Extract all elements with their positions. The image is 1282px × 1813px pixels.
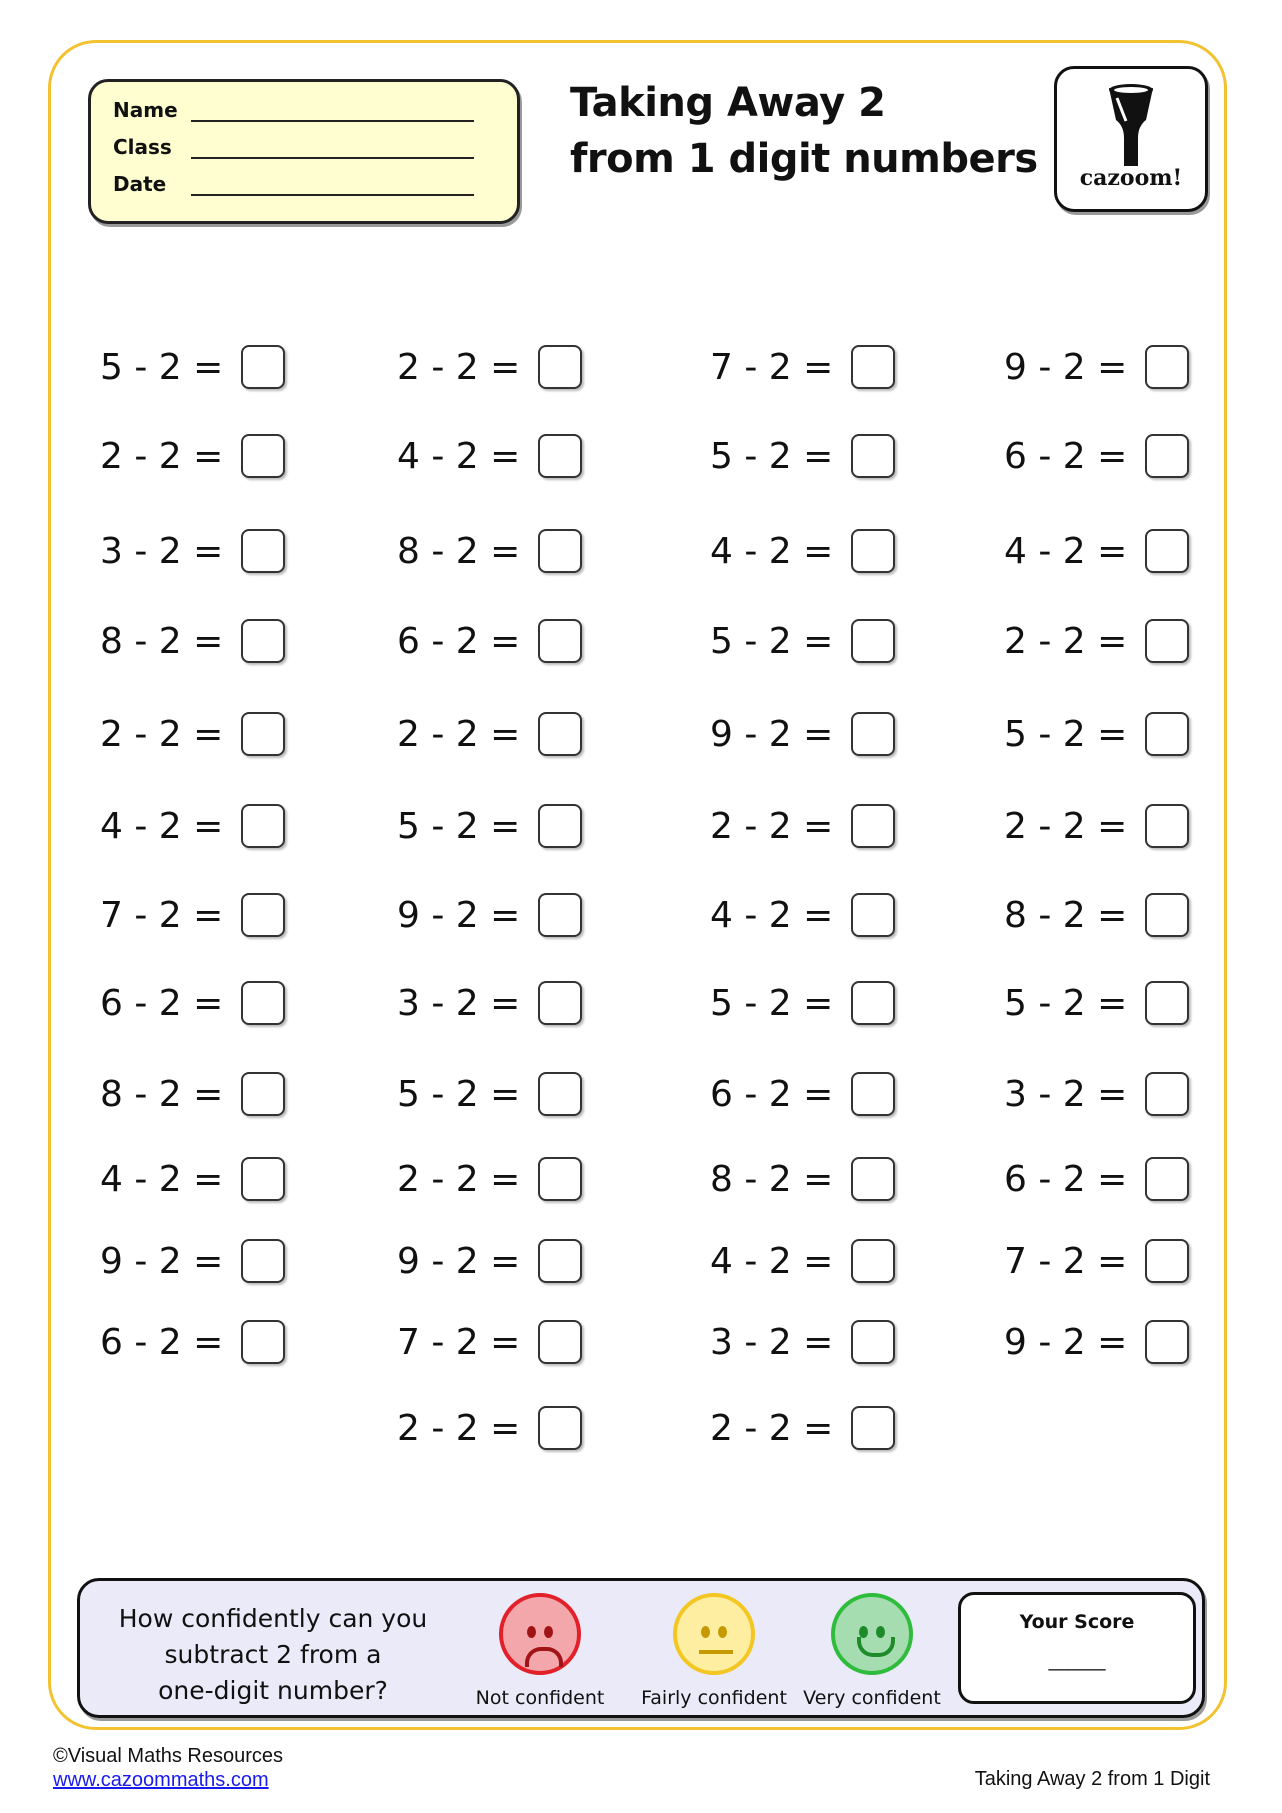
- answer-box[interactable]: [851, 1406, 895, 1450]
- answer-box[interactable]: [1145, 804, 1189, 848]
- answer-box[interactable]: [1145, 1072, 1189, 1116]
- subtraction-problem: [710, 709, 895, 759]
- problem-equation: 9 - 2 =: [1004, 346, 1128, 388]
- answer-box[interactable]: [241, 345, 285, 389]
- answer-box[interactable]: [538, 981, 582, 1025]
- answer-box[interactable]: [851, 345, 895, 389]
- problem-equation: 5 - 2 =: [1004, 713, 1128, 755]
- fairly-confident-option[interactable]: [624, 1593, 804, 1709]
- answer-box[interactable]: [1145, 434, 1189, 478]
- answer-box[interactable]: [241, 1239, 285, 1283]
- answer-box[interactable]: [1145, 1320, 1189, 1364]
- problem-equation: 8 - 2 =: [100, 620, 224, 662]
- subtraction-problem: [710, 1069, 895, 1119]
- problem-equation: 2 - 2 =: [397, 713, 521, 755]
- subtraction-problem: [710, 1317, 895, 1367]
- subtraction-problem: [710, 342, 895, 392]
- date-field[interactable]: [191, 174, 474, 196]
- answer-box[interactable]: [1145, 981, 1189, 1025]
- problem-equation: 8 - 2 =: [1004, 894, 1128, 936]
- problem-equation: 5 - 2 =: [710, 982, 834, 1024]
- answer-box[interactable]: [538, 345, 582, 389]
- subtraction-problem: [710, 616, 895, 666]
- class-field[interactable]: [191, 137, 474, 159]
- subtraction-problem: [1004, 616, 1189, 666]
- problem-equation: 5 - 2 =: [100, 346, 224, 388]
- problem-equation: 4 - 2 =: [710, 1240, 834, 1282]
- problem-equation: 4 - 2 =: [710, 530, 834, 572]
- answer-box[interactable]: [241, 804, 285, 848]
- problem-equation: 9 - 2 =: [710, 713, 834, 755]
- problem-equation: 6 - 2 =: [1004, 435, 1128, 477]
- answer-box[interactable]: [538, 1239, 582, 1283]
- subtraction-problem: [100, 616, 285, 666]
- problem-equation: 4 - 2 =: [397, 435, 521, 477]
- answer-box[interactable]: [538, 434, 582, 478]
- problem-equation: 7 - 2 =: [397, 1321, 521, 1363]
- problem-equation: 4 - 2 =: [100, 805, 224, 847]
- answer-box[interactable]: [1145, 619, 1189, 663]
- class-row: [113, 135, 474, 159]
- neutral-face-icon[interactable]: [673, 1593, 755, 1675]
- subtraction-problem: [397, 709, 582, 759]
- problem-equation: 2 - 2 =: [710, 1407, 834, 1449]
- question-line: How confidently can you: [118, 1604, 428, 1633]
- subtraction-problem: [1004, 890, 1189, 940]
- subtraction-problem: [1004, 342, 1189, 392]
- subtraction-problem: [397, 616, 582, 666]
- subtraction-problem: [100, 801, 285, 851]
- answer-box[interactable]: [241, 893, 285, 937]
- subtraction-problem: [397, 526, 582, 576]
- problem-equation: 6 - 2 =: [397, 620, 521, 662]
- problem-equation: 9 - 2 =: [1004, 1321, 1128, 1363]
- subtraction-problem: [710, 890, 895, 940]
- score-field[interactable]: ______: [1048, 1649, 1106, 1671]
- answer-box[interactable]: [851, 1157, 895, 1201]
- fairly-confident-label: Fairly confident: [641, 1687, 787, 1709]
- problem-equation: 4 - 2 =: [100, 1158, 224, 1200]
- problem-equation: 5 - 2 =: [1004, 982, 1128, 1024]
- page-border: [48, 40, 1227, 1730]
- subtraction-problem: [397, 1236, 582, 1286]
- subtraction-problem: [1004, 431, 1189, 481]
- subtraction-problem: [100, 1236, 285, 1286]
- website-link[interactable]: www.cazoommaths.com: [53, 1769, 269, 1791]
- problem-equation: 2 - 2 =: [1004, 620, 1128, 662]
- problem-equation: 6 - 2 =: [710, 1073, 834, 1115]
- subtraction-problem: [1004, 1236, 1189, 1286]
- date-row: [113, 172, 474, 196]
- subtraction-problem: [100, 342, 285, 392]
- not-confident-option[interactable]: [470, 1593, 610, 1709]
- answer-box[interactable]: [851, 1072, 895, 1116]
- question-line: subtract 2 from a: [164, 1640, 382, 1669]
- answer-box[interactable]: [538, 1157, 582, 1201]
- problem-equation: 9 - 2 =: [397, 1240, 521, 1282]
- cazoom-logo: [1054, 66, 1208, 212]
- happy-face-icon[interactable]: [831, 1593, 913, 1675]
- subtraction-problem: [397, 890, 582, 940]
- subtraction-problem: [1004, 801, 1189, 851]
- answer-box[interactable]: [241, 619, 285, 663]
- student-info-box: [88, 79, 520, 224]
- subtraction-problem: [710, 526, 895, 576]
- subtraction-problem: [397, 801, 582, 851]
- problem-equation: 2 - 2 =: [100, 435, 224, 477]
- answer-box[interactable]: [1145, 529, 1189, 573]
- answer-box[interactable]: [851, 712, 895, 756]
- subtraction-problem: [100, 1154, 285, 1204]
- answer-box[interactable]: [538, 529, 582, 573]
- name-label: Name: [113, 98, 178, 122]
- subtraction-problem: [100, 431, 285, 481]
- answer-box[interactable]: [1145, 345, 1189, 389]
- subtraction-problem: [397, 431, 582, 481]
- subtraction-problem: [710, 1154, 895, 1204]
- subtraction-problem: [710, 1403, 895, 1453]
- very-confident-label: Very confident: [803, 1687, 941, 1709]
- subtraction-problem: [1004, 1317, 1189, 1367]
- confidence-question: [108, 1601, 438, 1709]
- problem-equation: 3 - 2 =: [100, 530, 224, 572]
- question-line: one-digit number?: [158, 1676, 388, 1705]
- very-confident-option[interactable]: [792, 1593, 952, 1709]
- problem-equation: 2 - 2 =: [397, 1158, 521, 1200]
- page-title: Taking Away 2: [570, 80, 886, 126]
- subtraction-problem: [1004, 1154, 1189, 1204]
- footer-left: [53, 1744, 283, 1792]
- answer-box[interactable]: [241, 434, 285, 478]
- problem-equation: 5 - 2 =: [710, 620, 834, 662]
- answer-box[interactable]: [1145, 1157, 1189, 1201]
- problem-equation: 6 - 2 =: [1004, 1158, 1128, 1200]
- problem-equation: 7 - 2 =: [100, 894, 224, 936]
- subtraction-problem: [100, 526, 285, 576]
- subtraction-problem: [710, 978, 895, 1028]
- problem-equation: 5 - 2 =: [397, 805, 521, 847]
- answer-box[interactable]: [1145, 712, 1189, 756]
- subtraction-problem: [710, 1236, 895, 1286]
- subtraction-problem: [397, 1069, 582, 1119]
- subtraction-problem: [397, 1154, 582, 1204]
- problem-equation: 3 - 2 =: [397, 982, 521, 1024]
- subtraction-problem: [1004, 526, 1189, 576]
- subtraction-problem: [100, 978, 285, 1028]
- not-confident-label: Not confident: [475, 1687, 605, 1709]
- problem-equation: 4 - 2 =: [1004, 530, 1128, 572]
- answer-box[interactable]: [538, 712, 582, 756]
- score-label: Your Score: [1019, 1611, 1135, 1633]
- answer-box[interactable]: [851, 981, 895, 1025]
- answer-box[interactable]: [538, 804, 582, 848]
- answer-box[interactable]: [241, 529, 285, 573]
- subtraction-problem: [397, 1317, 582, 1367]
- answer-box[interactable]: [538, 619, 582, 663]
- subtraction-problem: [710, 801, 895, 851]
- score-box: [958, 1592, 1196, 1704]
- problem-equation: 8 - 2 =: [397, 530, 521, 572]
- problem-equation: 6 - 2 =: [100, 982, 224, 1024]
- subtraction-problem: [1004, 709, 1189, 759]
- subtraction-problem: [710, 431, 895, 481]
- answer-box[interactable]: [851, 804, 895, 848]
- problem-equation: 9 - 2 =: [100, 1240, 224, 1282]
- problem-equation: 9 - 2 =: [397, 894, 521, 936]
- footer-worksheet-name: Taking Away 2 from 1 Digit: [974, 1768, 1210, 1790]
- answer-box[interactable]: [851, 619, 895, 663]
- logo-text: cazoom!: [1079, 165, 1183, 191]
- answer-box[interactable]: [241, 1072, 285, 1116]
- problem-equation: 6 - 2 =: [100, 1321, 224, 1363]
- answer-box[interactable]: [241, 1157, 285, 1201]
- name-field[interactable]: [191, 100, 474, 122]
- answer-box[interactable]: [1145, 893, 1189, 937]
- answer-box[interactable]: [1145, 1239, 1189, 1283]
- problem-equation: 3 - 2 =: [1004, 1073, 1128, 1115]
- problem-equation: 5 - 2 =: [397, 1073, 521, 1115]
- name-row: [113, 98, 474, 122]
- problem-equation: 8 - 2 =: [100, 1073, 224, 1115]
- subtraction-problem: [100, 1317, 285, 1367]
- answer-box[interactable]: [241, 712, 285, 756]
- problem-equation: 2 - 2 =: [397, 346, 521, 388]
- subtraction-problem: [100, 1069, 285, 1119]
- answer-box[interactable]: [538, 1406, 582, 1450]
- problem-equation: 2 - 2 =: [397, 1407, 521, 1449]
- date-label: Date: [113, 172, 167, 196]
- problem-equation: 7 - 2 =: [1004, 1240, 1128, 1282]
- sad-face-icon[interactable]: [499, 1593, 581, 1675]
- problem-equation: 2 - 2 =: [100, 713, 224, 755]
- answer-box[interactable]: [851, 1239, 895, 1283]
- subtraction-problem: [1004, 978, 1189, 1028]
- problem-equation: 5 - 2 =: [710, 435, 834, 477]
- answer-box[interactable]: [851, 893, 895, 937]
- problem-equation: 8 - 2 =: [710, 1158, 834, 1200]
- answer-box[interactable]: [241, 1320, 285, 1364]
- subtraction-problem: [1004, 1069, 1189, 1119]
- answer-box[interactable]: [538, 1072, 582, 1116]
- subtraction-problem: [100, 890, 285, 940]
- class-label: Class: [113, 135, 172, 159]
- answer-box[interactable]: [241, 981, 285, 1025]
- page-subtitle: from 1 digit numbers: [570, 136, 1038, 182]
- problem-equation: 7 - 2 =: [710, 346, 834, 388]
- problem-equation: 2 - 2 =: [710, 805, 834, 847]
- subtraction-problem: [397, 978, 582, 1028]
- answer-box[interactable]: [538, 893, 582, 937]
- problem-equation: 2 - 2 =: [1004, 805, 1128, 847]
- answer-box[interactable]: [538, 1320, 582, 1364]
- problem-equation: 4 - 2 =: [710, 894, 834, 936]
- answer-box[interactable]: [851, 1320, 895, 1364]
- answer-box[interactable]: [851, 434, 895, 478]
- subtraction-problem: [397, 1403, 582, 1453]
- subtraction-problem: [397, 342, 582, 392]
- answer-box[interactable]: [851, 529, 895, 573]
- subtraction-problem: [100, 709, 285, 759]
- copyright-text: ©Visual Maths Resources: [53, 1745, 284, 1767]
- problem-equation: 3 - 2 =: [710, 1321, 834, 1363]
- confidence-panel: [77, 1578, 1205, 1718]
